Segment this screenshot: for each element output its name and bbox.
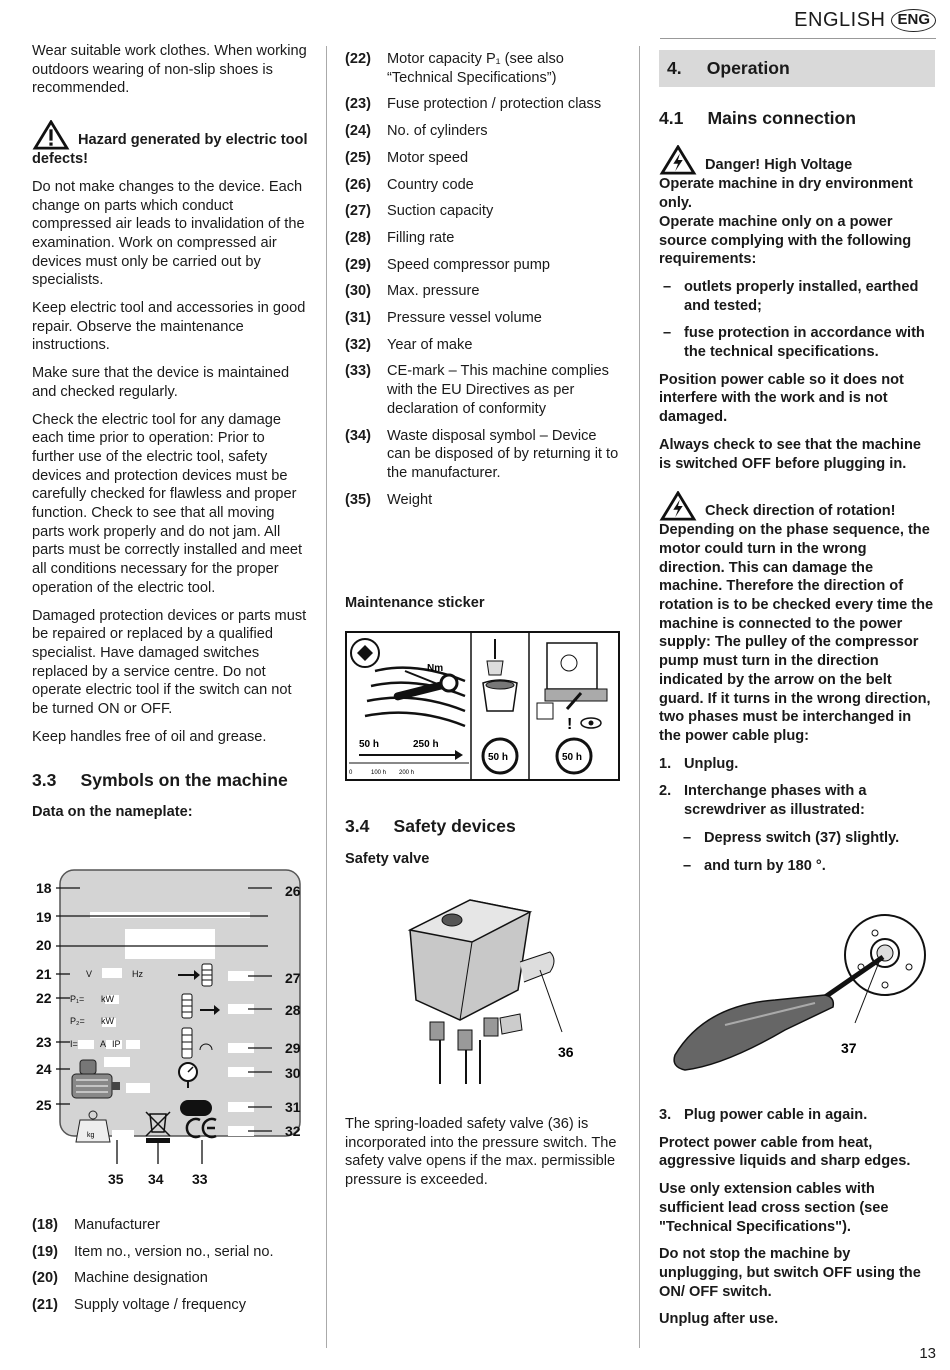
paragraph-handles: Keep handles free of oil and grease. [32, 728, 267, 745]
paragraph-changes: Do not make changes to the device. Each change on parts which conduct compressed air leads to invalidation of the examination. Work on compressed air devices must only be carried out by specialists. [32, 178, 305, 289]
sticker-cycle-2: 50 h [562, 752, 583, 763]
legend-number: (34) [345, 427, 371, 444]
danger-title: Danger! High Voltage [705, 157, 853, 174]
callout-29: 29 [285, 1040, 301, 1056]
legend-item [32, 1296, 310, 1315]
maintenance-sticker [345, 631, 620, 781]
rotation-text: Depending on the phase sequence, the motor could turn in the wrong direction. This can damage the machine. Therefore the direction of rotation is to be checked every time the machine is connected to the power supply: The pulley of the compressor pump must turn in the direction indicated by the arrow on the belt guard. If it turns in the wrong direction, two phases must be interchanged in the power cable plug: [659, 522, 934, 744]
paragraph-repair: Keep electric tool and accessories in good repair. Observe the maintenance instructions. [32, 300, 306, 354]
legend-number: (32) [345, 336, 371, 353]
rotation-block [659, 491, 935, 745]
step-3: 3. Plug power cable in again. [659, 1107, 868, 1123]
requirement-item: – fuse protection in accordance with the technical specifications. [659, 324, 935, 361]
warning-triangle-icon [32, 120, 70, 150]
language-label: ENGLISH [794, 9, 886, 31]
legend-number: (22) [345, 51, 371, 67]
legend-number: (28) [345, 229, 371, 246]
legend-text: No. of cylinders [387, 123, 488, 140]
maintenance-sticker-label: Maintenance sticker [345, 595, 485, 611]
requirement-item: – outlets properly installed, earthed and tested; [659, 278, 935, 315]
column-3-lower [659, 1106, 935, 1338]
section-3-4 [345, 797, 620, 880]
unit-a: A [100, 1039, 107, 1049]
section-number: 4. [667, 58, 682, 78]
sticker-t0: 0 [349, 770, 353, 776]
header-rule [660, 38, 936, 39]
unit-p1: P₁= [70, 994, 85, 1004]
legend-number: (24) [345, 123, 371, 140]
legend-text: Pressure vessel volume [387, 310, 542, 327]
legend-text: Item no., version no., serial no. [74, 1243, 274, 1260]
callout-20: 20 [36, 937, 52, 953]
legend-item [345, 229, 620, 248]
legend-item [345, 309, 620, 328]
unit-v: V [86, 969, 93, 979]
legend-text: Supply voltage / frequency [74, 1297, 246, 1314]
legend-item [32, 1216, 310, 1235]
cable-position-text: Position power cable so it does not interfere with the work and is not damaged. [659, 371, 904, 426]
callout-26: 26 [285, 883, 301, 899]
step-1: 1. Unplug. [659, 755, 739, 772]
maintenance-label-block [345, 594, 620, 625]
section-3-3-heading [32, 771, 310, 790]
legend-number: (27) [345, 203, 371, 220]
legend-item [345, 282, 620, 301]
column-3 [659, 46, 935, 884]
section-number: 4.1 [659, 107, 684, 128]
sticker-t200: 200 h [399, 770, 415, 776]
section-4-1-heading [659, 109, 935, 128]
hazard-heading [32, 120, 310, 169]
legend-item [345, 256, 620, 275]
legend-item [345, 491, 620, 510]
legend-item [345, 149, 620, 168]
callout-18: 18 [36, 880, 52, 896]
unit-kg: kg [87, 1132, 95, 1139]
legend-number: (18) [32, 1217, 58, 1233]
legend-number: (20) [32, 1270, 58, 1287]
nameplate-diagram [30, 864, 320, 1194]
callout-22: 22 [36, 990, 52, 1006]
sticker-250h: 250 h [413, 739, 439, 750]
callout-23: 23 [36, 1034, 52, 1050]
protect-cable-text: Protect power cable from heat, aggressive liquids and sharp edges. [659, 1134, 911, 1170]
section-number: 3.4 [345, 816, 370, 836]
legend-text: Year of make [387, 336, 473, 353]
paragraph-maintained: Make sure that the device is maintained and checked regularly. [32, 365, 290, 400]
column-divider-2 [639, 46, 640, 1348]
legend-text: Manufacturer [74, 1217, 160, 1233]
page-number: 13 [919, 1345, 936, 1363]
legend-number: (25) [345, 149, 371, 166]
step-text: Interchange phases with a screwdriver as illustrated: [684, 783, 867, 819]
legend-text: CE-mark – This machine complies with the EU Directives as per declaration of conformity [387, 363, 609, 417]
legend-item [345, 202, 620, 221]
valve-description [345, 1115, 620, 1199]
legend-number: (23) [345, 96, 371, 113]
step-text: Plug power cable in again. [684, 1107, 868, 1123]
unit-i: I= [70, 1039, 78, 1049]
unit-kw2: kW [101, 1016, 114, 1026]
sticker-cycle-1: 50 h [488, 752, 509, 763]
legend-text: Filling rate [387, 229, 455, 246]
callout-24: 24 [36, 1061, 52, 1077]
clothes-paragraph: Wear suitable work clothes. When working outdoors wearing of non-slip shoes is recommended. [32, 43, 307, 97]
callout-36: 36 [558, 1044, 574, 1060]
unit-ip: IP [112, 1039, 121, 1049]
legend-item [345, 362, 620, 418]
high-voltage-icon [659, 145, 697, 175]
legend-item [345, 122, 620, 141]
unit-kw1: kW [101, 994, 114, 1004]
danger-block [659, 145, 935, 212]
legend-text: Speed compressor pump [387, 256, 551, 273]
substep: – Depress switch (37) slightly. [683, 829, 900, 846]
callout-30: 30 [285, 1065, 301, 1081]
callout-32: 32 [285, 1123, 301, 1139]
substep-text: Depress switch (37) slightly. [704, 829, 900, 846]
section-title: Symbols on the machine [80, 769, 288, 790]
requirement-text: outlets properly installed, earthed and tested; [684, 278, 919, 314]
callout-37: 37 [841, 1040, 857, 1056]
legend-text: Suction capacity [387, 203, 494, 220]
legend-number: (31) [345, 310, 371, 327]
legend-item [345, 336, 620, 355]
column-divider-1 [326, 46, 327, 1348]
screwdriver-plug-illustration [665, 905, 935, 1075]
column-1 [32, 42, 310, 834]
safety-valve-label: Safety valve [345, 850, 430, 867]
section-3-4-heading [345, 817, 620, 836]
section-title: Operation [706, 58, 790, 78]
nameplate-label: Data on the nameplate: [32, 804, 193, 821]
legend-item [345, 427, 620, 483]
legend-number: (29) [345, 256, 371, 273]
legend-text: Machine designation [74, 1270, 208, 1287]
language-badge: ENG [891, 9, 936, 32]
legend-number: (35) [345, 491, 371, 508]
step-text: Unplug. [684, 755, 739, 772]
section-title: Mains connection [707, 107, 857, 128]
callout-19: 19 [36, 909, 52, 925]
svg-text:!: ! [567, 716, 573, 733]
requirement-text: fuse protection in accordance with the technical specifications. [684, 325, 925, 361]
rotation-title: Check direction of rotation! [705, 503, 896, 520]
legend-text: Country code [387, 176, 474, 193]
callout-21: 21 [36, 966, 52, 982]
paragraph-check: Check the electric tool for any damage each time prior to operation: Prior to further use of the electric tool, safety devices and protection devices must be carefully checked for flawless and proper function. Check to see that all moving parts work properly and do not jam. All parts must be correctly installed and meet all conditions necessary for the proper operation of the electric tool. [32, 411, 303, 596]
power-source-text: Operate machine only on a power source complying with the following requirements: [659, 213, 912, 268]
stop-machine-text: Do not stop the machine by unplugging, but switch OFF using the ON/ OFF switch. [659, 1246, 921, 1300]
legend-number: (21) [32, 1297, 58, 1314]
page-header [794, 9, 936, 32]
legend-text: Max. pressure [387, 283, 480, 300]
sticker-t100: 100 h [371, 770, 387, 776]
legend-number: (19) [32, 1243, 58, 1260]
legend-number: (33) [345, 363, 371, 380]
substep: – and turn by 180 °. [683, 857, 826, 874]
callout-31: 31 [285, 1099, 301, 1115]
callout-33: 33 [192, 1171, 208, 1187]
sticker-nm: Nm [427, 663, 444, 674]
legend-text: Weight [387, 491, 433, 508]
legend-number: (30) [345, 283, 371, 300]
extension-cable-text: Use only extension cables with sufficient lead cross section (see "Technical Specifications"). [659, 1181, 889, 1235]
legend-item [345, 95, 620, 114]
callout-28: 28 [285, 1002, 301, 1018]
legend-item [32, 1269, 310, 1288]
step-2: 2. Interchange phases with a screwdriver as illustrated: [659, 782, 935, 819]
safety-valve-text: The spring-loaded safety valve (36) is incorporated into the pressure switch. The safety valve opens if the max. permissible pressure is exceeded. [345, 1116, 617, 1189]
unit-p2: P₂= [70, 1016, 85, 1026]
callout-35: 35 [108, 1171, 124, 1187]
callout-25: 25 [36, 1097, 52, 1113]
legend-text: Motor capacity P₁ (see also “Technical Specifications”) [387, 51, 564, 86]
column-2 [345, 50, 620, 517]
danger-text: Operate machine in dry environment only. [659, 176, 913, 212]
callout-34: 34 [148, 1171, 164, 1187]
legend-item [32, 1243, 310, 1262]
legend-text: Fuse protection / protection class [387, 96, 602, 113]
unplug-text: Unplug after use. [659, 1311, 779, 1328]
sticker-50h: 50 h [359, 739, 380, 750]
high-voltage-icon [659, 491, 697, 521]
substep-text: and turn by 180 °. [704, 857, 826, 874]
hazard-title: Hazard generated by electric tool defects! [32, 132, 308, 168]
pressure-vessel-icon [180, 1100, 212, 1116]
section-4-heading [659, 50, 935, 87]
safety-valve-illustration [400, 890, 600, 1085]
callout-27: 27 [285, 970, 301, 986]
legend-text: Motor speed [387, 149, 469, 166]
legend-number: (26) [345, 176, 371, 193]
cylinder-icon [80, 1060, 96, 1074]
switch-off-check-text: Always check to see that the machine is switched OFF before plugging in. [659, 436, 921, 472]
legend-text: Waste disposal symbol – Device can be disposed of by returning it to the manufacturer. [387, 427, 619, 481]
paragraph-damaged: Damaged protection devices or parts must be repaired or replaced by a qualified specialist. Have damaged switches replaced by a service centre. Do not operate electric tool if the switch can not be turned ON or OFF. [32, 607, 307, 718]
legend-item [345, 50, 620, 87]
unit-hz: Hz [132, 969, 143, 979]
section-number: 3.3 [32, 769, 57, 790]
nameplate-legend-col1 [32, 1216, 310, 1323]
section-title: Safety devices [393, 816, 516, 836]
legend-item [345, 176, 620, 195]
